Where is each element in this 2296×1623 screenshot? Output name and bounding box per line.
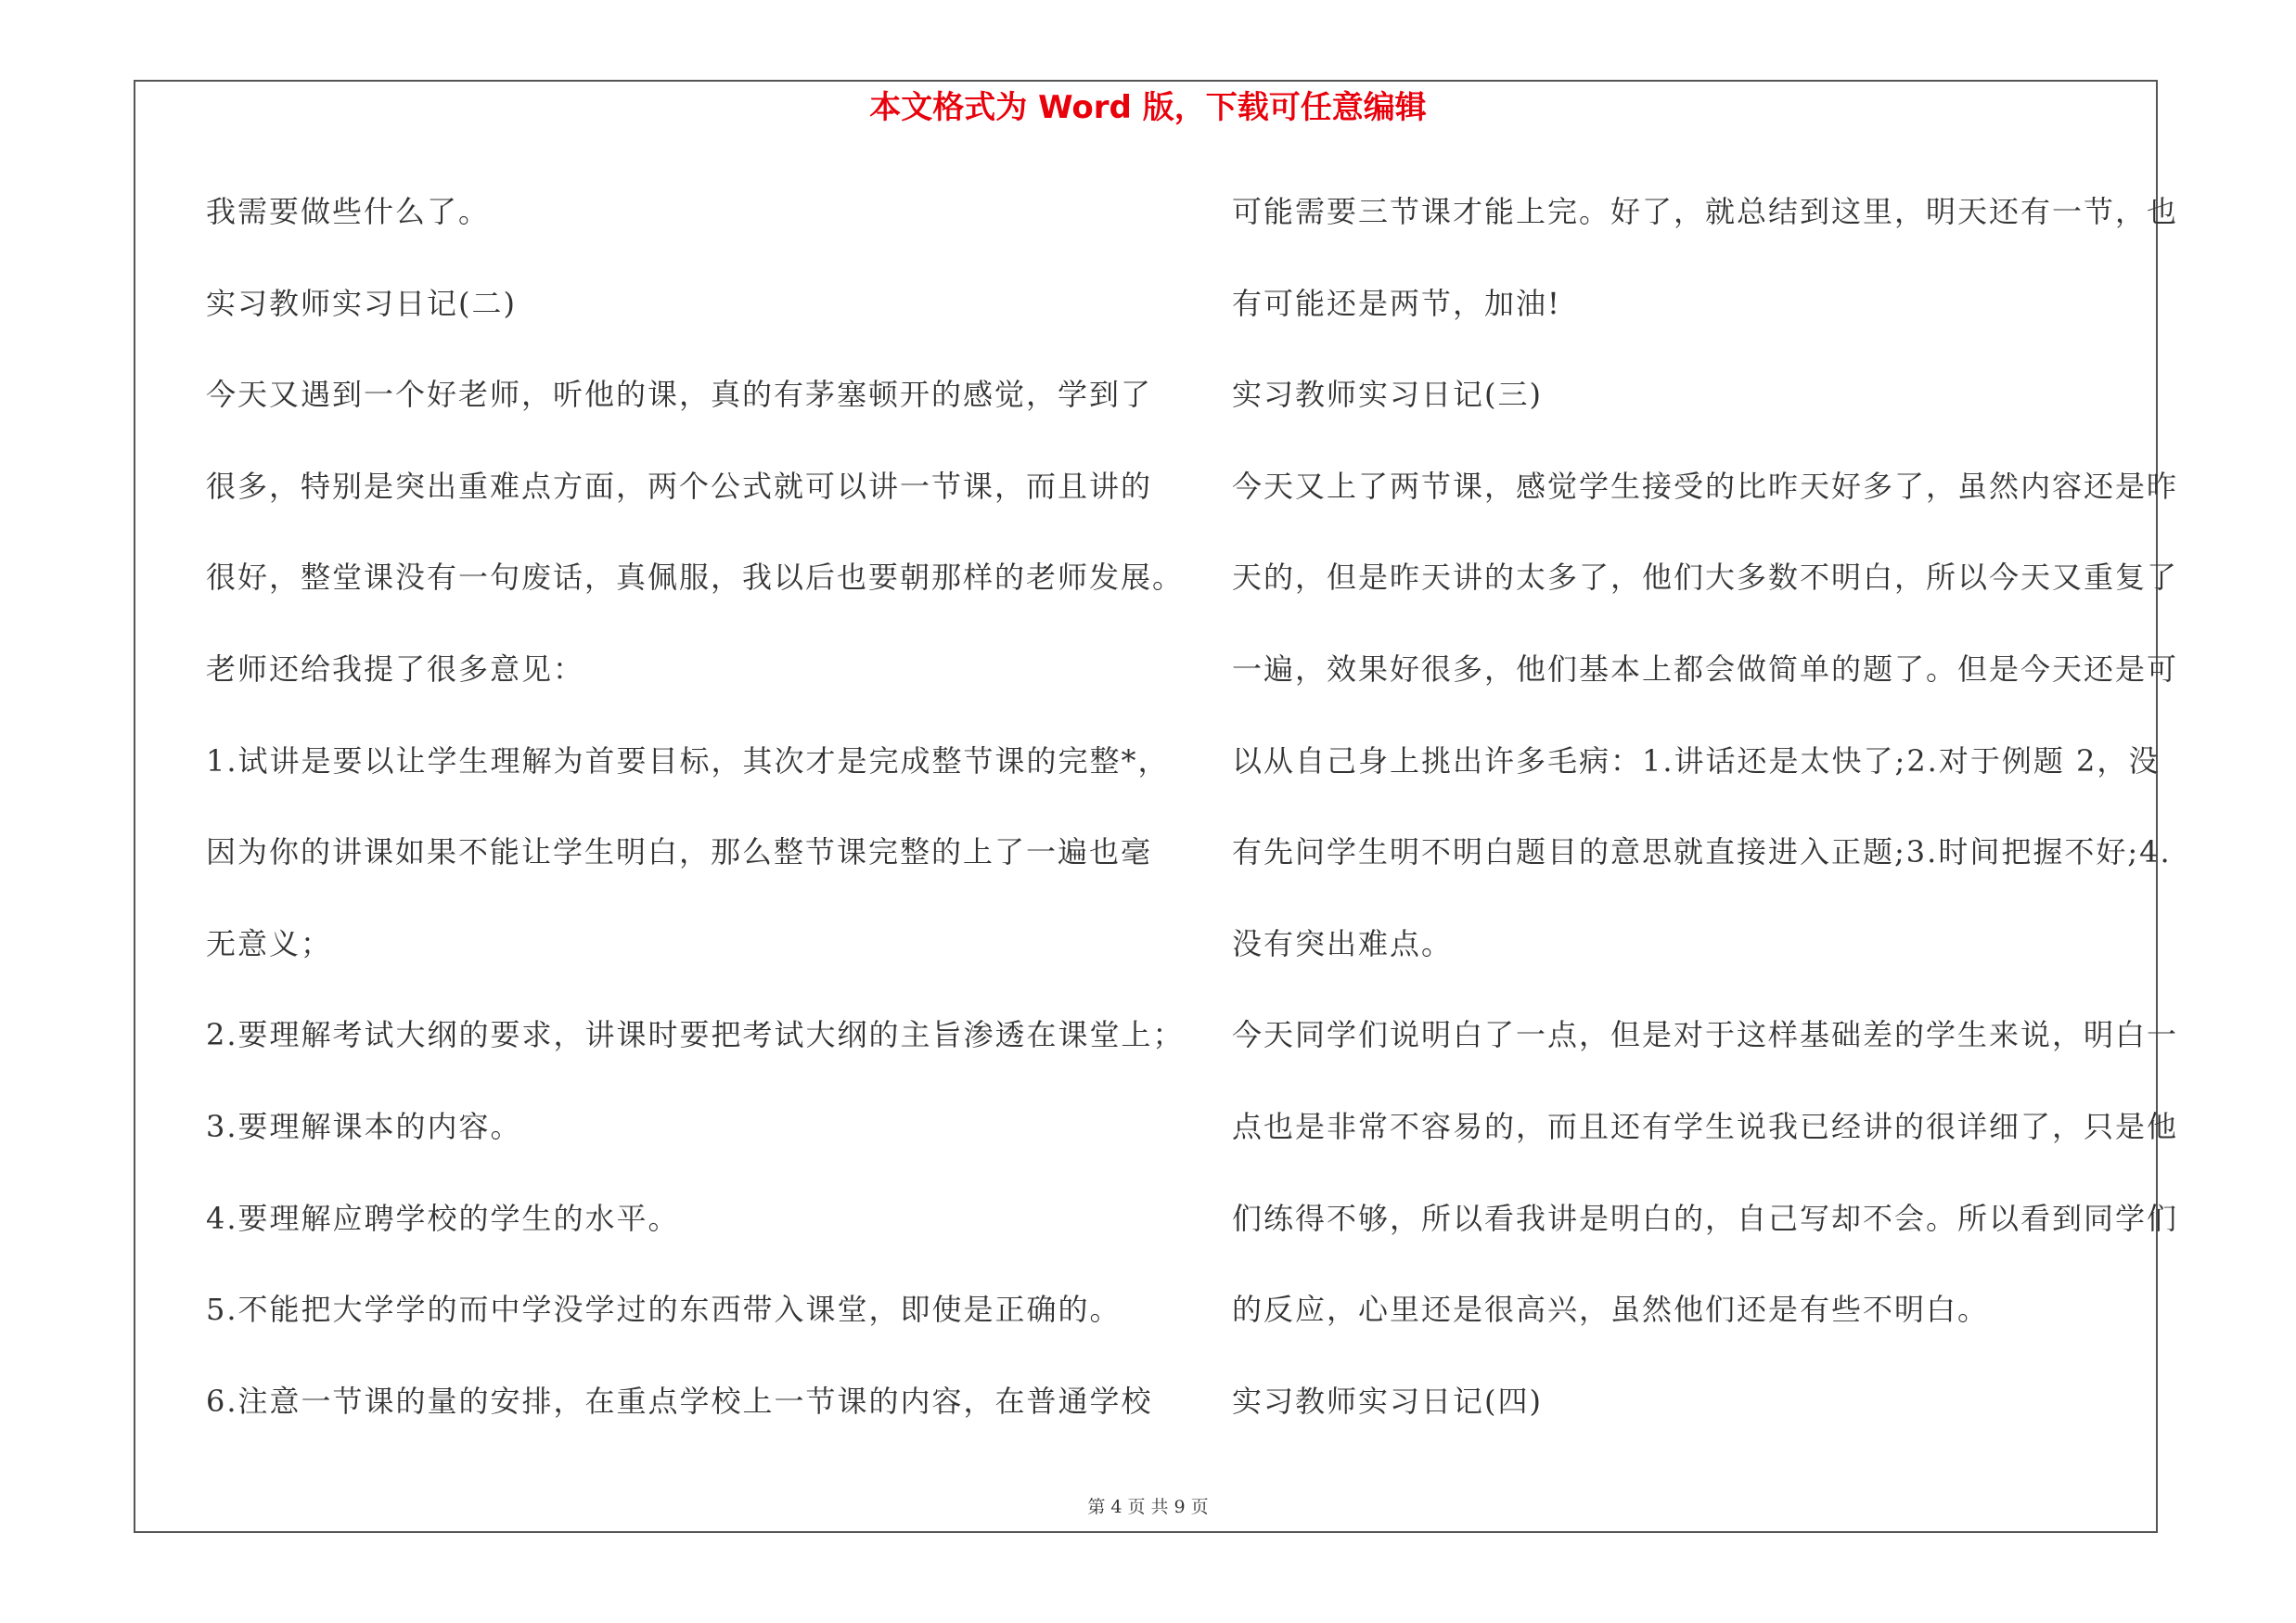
text-line: 们练得不够，所以看我讲是明白的，自己写却不会。所以看到同学们	[1232, 1200, 2179, 1236]
format-banner: 本文格式为 Word 版，下载可任意编辑	[869, 89, 1427, 126]
text-line: 没有突出难点。	[1232, 925, 1454, 961]
list-item: 3.要理解课本的内容。	[206, 1108, 522, 1144]
list-item: 6.注意一节课的量的安排，在重点学校上一节课的内容，在普通学校	[206, 1383, 1153, 1419]
text-line: 一遍，效果好很多，他们基本上都会做简单的题了。但是今天还是可	[1232, 650, 2179, 687]
text-line: 今天又遇到一个好老师，听他的课，真的有茅塞顿开的感觉，学到了	[206, 377, 1153, 413]
page-number-footer: 第 4 页 共 9 页	[1087, 1497, 1209, 1517]
text-line: 今天又上了两节课，感觉学生接受的比昨天好多了，虽然内容还是昨	[1232, 468, 2179, 504]
text-line: 有先问学生明不明白题目的意思就直接进入正题;3.时间把握不好;4.	[1232, 834, 2172, 870]
text-line: 可能需要三节课才能上完。好了，就总结到这里，明天还有一节，也	[1232, 194, 2179, 229]
list-item: 5.不能把大学学的而中学没学过的东西带入课堂，即使是正确的。	[206, 1292, 1122, 1328]
list-item: 4.要理解应聘学校的学生的水平。	[206, 1200, 680, 1236]
list-item: 1.试讲是要以让学生理解为首要目标，其次才是完成整节课的完整*，	[206, 742, 1170, 779]
text-line: 我需要做些什么了。	[206, 194, 491, 229]
right-column	[1232, 184, 2179, 1464]
text-line: 天的，但是昨天讲的太多了，他们大多数不明白，所以今天又重复了	[1232, 560, 2179, 596]
section-heading: 实习教师实习日记(三)	[1232, 377, 1543, 413]
text-line: 很好，整堂课没有一句废话，真佩服，我以后也要朝那样的老师发展。	[206, 560, 1185, 596]
text-line: 点也是非常不容易的，而且还有学生说我已经讲的很详细了，只是他	[1232, 1108, 2179, 1144]
text-line: 的反应，心里还是很高兴，虽然他们还是有些不明白。	[1232, 1292, 1990, 1328]
text-line: 因为你的讲课如果不能让学生明白，那么整节课完整的上了一遍也毫	[206, 834, 1153, 870]
list-item: 2.要理解考试大纲的要求，讲课时要把考试大纲的主旨渗透在课堂上；	[206, 1017, 1185, 1053]
text-line: 老师还给我提了很多意见：	[206, 650, 585, 687]
text-line: 以从自己身上挑出许多毛病：1.讲话还是太快了;2.对于例题 2，没	[1232, 742, 2161, 779]
text-line: 今天同学们说明白了一点，但是对于这样基础差的学生来说，明白一	[1232, 1017, 2179, 1053]
text-line: 很多，特别是突出重难点方面，两个公式就可以讲一节课，而且讲的	[206, 468, 1153, 504]
section-heading: 实习教师实习日记(四)	[1232, 1383, 1543, 1419]
text-line: 有可能还是两节，加油!	[1232, 285, 1561, 321]
section-heading: 实习教师实习日记(二)	[206, 285, 517, 321]
left-column	[206, 184, 1185, 1464]
text-line: 无意义；	[206, 925, 333, 961]
